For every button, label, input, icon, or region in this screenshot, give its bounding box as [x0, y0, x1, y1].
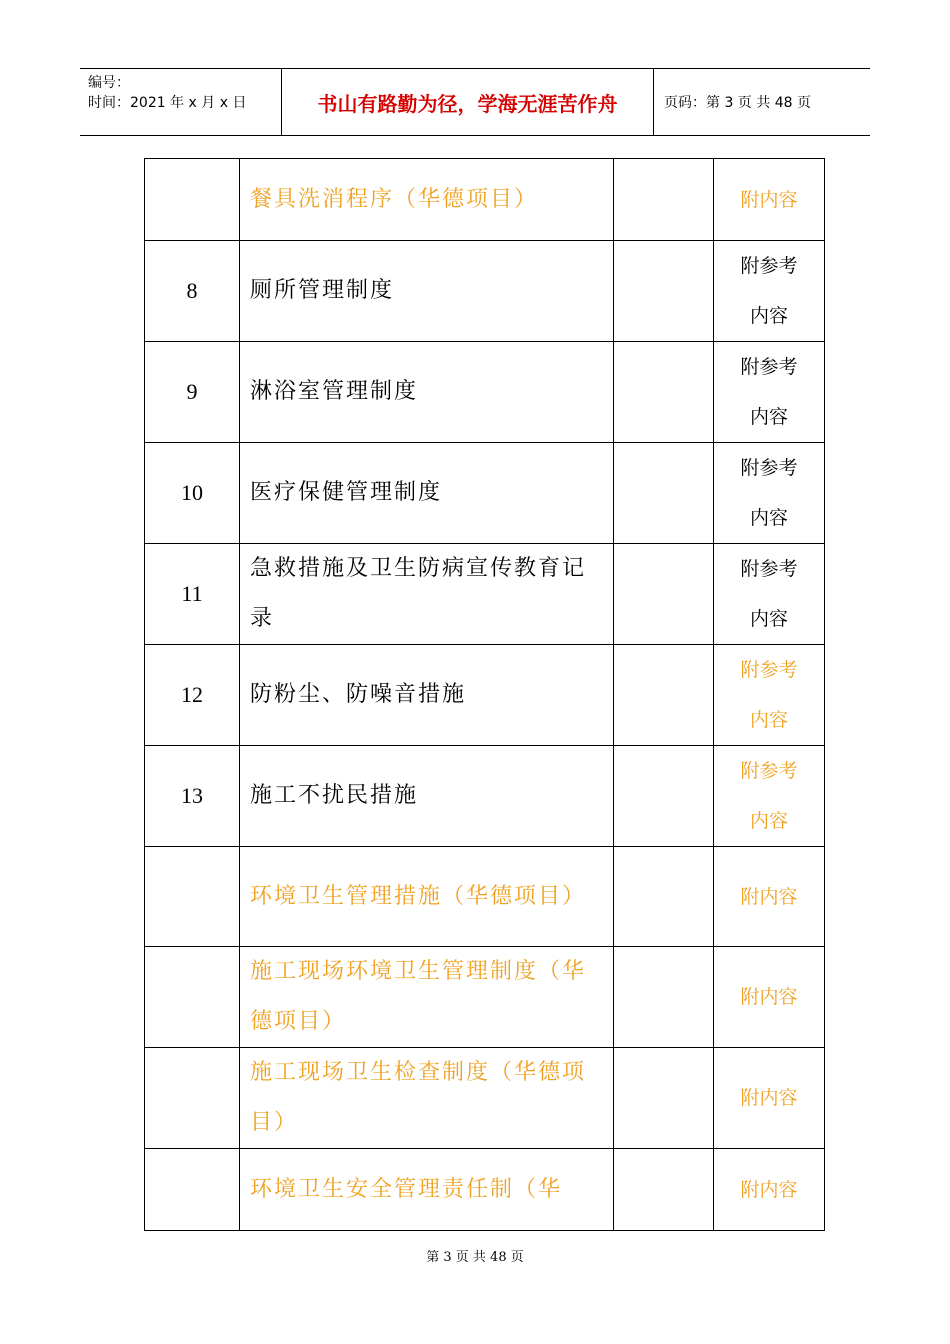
row-item-name: 医疗保健管理制度 — [240, 443, 614, 544]
row-item-name: 环境卫生管理措施（华德项目） — [240, 847, 614, 947]
row-note: 附内容 — [714, 1048, 825, 1149]
row-blank-cell — [614, 241, 714, 342]
row-note: 附参考内容 — [714, 645, 825, 746]
header-page-info: 页码：第 3 页 共 48 页 — [664, 95, 811, 111]
row-number — [145, 847, 240, 947]
row-note: 附参考内容 — [714, 241, 825, 342]
row-note: 附内容 — [714, 1149, 825, 1231]
table-row — [145, 847, 825, 947]
row-number: 8 — [145, 241, 240, 342]
row-blank-cell — [614, 342, 714, 443]
table-row — [145, 947, 825, 1048]
row-number: 12 — [145, 645, 240, 746]
row-item-name: 施工现场卫生检查制度（华德项目） — [240, 1048, 614, 1149]
table-row — [145, 645, 825, 746]
row-number: 11 — [145, 544, 240, 645]
table-row — [145, 544, 825, 645]
header-motto: 书山有路勤为径，学海无涯苦作舟 — [282, 69, 654, 135]
content-table — [144, 158, 825, 1231]
page-header — [80, 68, 870, 136]
row-note: 附内容 — [714, 159, 825, 241]
row-blank-cell — [614, 645, 714, 746]
table-row — [145, 241, 825, 342]
row-number — [145, 947, 240, 1048]
row-blank-cell — [614, 1048, 714, 1149]
row-number: 9 — [145, 342, 240, 443]
row-note: 附参考内容 — [714, 544, 825, 645]
table-row — [145, 342, 825, 443]
table-row — [145, 443, 825, 544]
table-row — [145, 746, 825, 847]
row-number — [145, 159, 240, 241]
number-label: 编号： — [88, 75, 130, 91]
page-footer: 第 3 页 共 48 页 — [426, 1250, 524, 1265]
row-blank-cell — [614, 847, 714, 947]
row-blank-cell — [614, 159, 714, 241]
header-meta — [80, 69, 282, 135]
row-item-name: 施工不扰民措施 — [240, 746, 614, 847]
row-number — [145, 1149, 240, 1231]
row-item-name: 施工现场环境卫生管理制度（华德项目） — [240, 947, 614, 1048]
row-note: 附参考内容 — [714, 746, 825, 847]
table-row — [145, 1149, 825, 1231]
row-blank-cell — [614, 443, 714, 544]
row-number — [145, 1048, 240, 1149]
row-note: 附参考内容 — [714, 443, 825, 544]
row-note: 附参考内容 — [714, 342, 825, 443]
row-item-name: 餐具洗消程序（华德项目） — [240, 159, 614, 241]
table-row — [145, 1048, 825, 1149]
row-note: 附内容 — [714, 847, 825, 947]
row-blank-cell — [614, 1149, 714, 1231]
row-item-name: 防粉尘、防噪音措施 — [240, 645, 614, 746]
row-item-name: 环境卫生安全管理责任制（华 — [240, 1149, 614, 1231]
row-note: 附内容 — [714, 947, 825, 1048]
row-blank-cell — [614, 746, 714, 847]
row-number: 10 — [145, 443, 240, 544]
row-item-name: 急救措施及卫生防病宣传教育记录 — [240, 544, 614, 645]
time-label: 时间：2021 年 x 月 x 日 — [88, 95, 247, 111]
row-item-name: 淋浴室管理制度 — [240, 342, 614, 443]
table-row — [145, 159, 825, 241]
row-number: 13 — [145, 746, 240, 847]
row-blank-cell — [614, 544, 714, 645]
row-blank-cell — [614, 947, 714, 1048]
row-item-name: 厕所管理制度 — [240, 241, 614, 342]
